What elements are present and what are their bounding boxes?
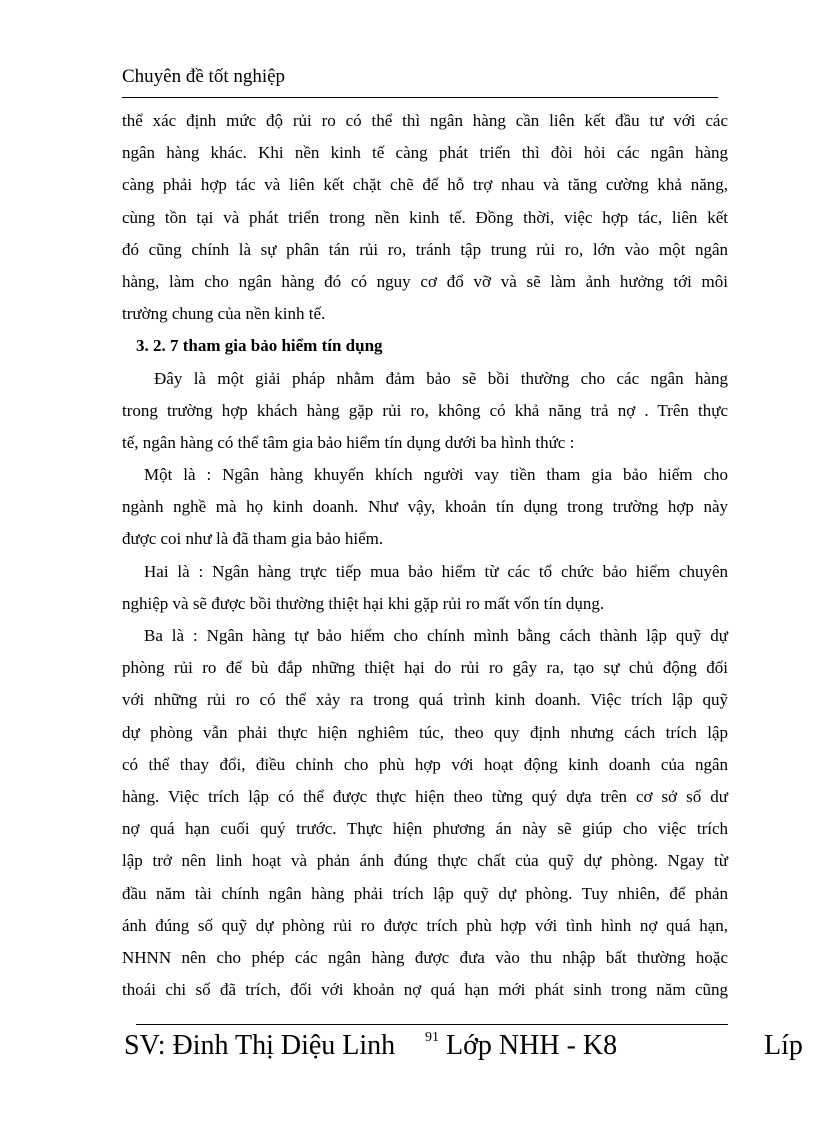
section-heading: 3. 2. 7 tham gia bảo hiểm tín dụng: [136, 336, 383, 356]
text-line: nghiệp và sẽ được bồi thường thiệt hại khi gặp rủi ro mất vốn tín dụng.: [122, 593, 605, 613]
text-line: ngân hàng khác. Khi nền kinh tế càng phát triển thì đòi hỏi các ngân hàng: [122, 143, 728, 163]
text-line: lập trở nên linh hoạt và phản ánh đúng thực chất của quỹ dự phòng. Ngay từ: [122, 851, 728, 871]
text-line: Một là : Ngân hàng khuyến khích người vay tiền tham gia bảo hiểm cho: [144, 465, 728, 485]
text-line: cùng tồn tại và phát triển trong nền kinh tế. Đồng thời, việc hợp tác, liên kết: [122, 207, 728, 227]
text-line: hàng. Việc trích lập có thể được thực hiện theo từng quý dựa trên cơ sở số dư: [122, 786, 728, 806]
footer-divider: [136, 1024, 728, 1025]
header-divider: [122, 97, 718, 98]
text-line: trong trường hợp khách hàng gặp rủi ro, không có khả năng trả nợ . Trên thực: [122, 400, 728, 420]
body-text: [122, 105, 728, 1006]
text-line: đó cũng chính là sự phân tán rủi ro, tránh tập trung rủi ro, lớn vào một ngân: [122, 239, 728, 259]
text-line: đầu năm tài chính ngân hàng phải trích lập quỹ dự phòng. Tuy nhiên, để phản: [122, 883, 728, 903]
text-line: ngành nghề mà họ kinh doanh. Như vậy, khoản tín dụng trong trường hợp này: [122, 497, 728, 517]
text-line: ánh đúng số quỹ dự phòng rủi ro được trích phù hợp với tình hình nợ quá hạn,: [122, 915, 728, 935]
text-line: phòng rủi ro để bù đắp những thiệt hại do rủi ro gây ra, tạo sự chủ động đối: [122, 658, 728, 678]
text-line: Hai là : Ngân hàng trực tiếp mua bảo hiểm từ các tổ chức bảo hiểm chuyên: [144, 561, 728, 581]
text-line: trường chung của nền kinh tế.: [122, 304, 326, 324]
text-line: Ba là : Ngân hàng tự bảo hiểm cho chính mình bằng cách thành lập quỹ dự: [144, 626, 728, 645]
footer-right-label: Líp: [764, 1030, 803, 1061]
footer-class-label: Lớp NHH - K8: [446, 1030, 618, 1061]
text-line: NHNN nên cho phép các ngân hàng được đưa vào thu nhập bất thường hoặc: [122, 947, 728, 967]
text-line: Đây là một giải pháp nhằm đảm bảo sẽ bồi thường cho các ngân hàng: [154, 368, 728, 388]
text-line: có thể thay đổi, điều chỉnh cho phù hợp với hoạt động kinh doanh của ngân: [122, 754, 728, 774]
text-line: thoái chi số đã trích, đối với khoản nợ quá hạn mới phát sinh trong năm cũng: [122, 980, 728, 1000]
text-line: với những rủi ro có thể xảy ra trong quá trình kinh doanh. Việc trích lập quỹ: [122, 690, 728, 710]
page-number: 91: [425, 1030, 439, 1045]
text-line: càng phải hợp tác và liên kết chặt chẽ để hỗ trợ nhau và tăng cường khả năng,: [122, 175, 728, 195]
text-line: hàng, làm cho ngân hàng đó có nguy cơ đổ vỡ và sẽ làm ảnh hưởng tới môi: [122, 271, 728, 291]
text-line: dự phòng vẫn phải thực hiện nghiêm túc, theo quy định nhưng cách trích lập: [122, 722, 728, 742]
page-header-title: Chuyên đề tốt nghiệp: [122, 66, 286, 87]
text-line: nợ quá hạn cuối quý trước. Thực hiện phương án này sẽ giúp cho việc trích: [122, 819, 728, 839]
text-line: thể xác định mức độ rủi ro có thể thì ngân hàng cần liên kết đầu tư với các: [122, 111, 728, 130]
text-line: được coi như là đã tham gia bảo hiểm.: [122, 529, 384, 549]
footer-student-name: SV: Đinh Thị Diệu Linh: [124, 1030, 396, 1061]
text-line: tế, ngân hàng có thể tâm gia bảo hiểm tín dụng dưới ba hình thức :: [122, 432, 575, 452]
